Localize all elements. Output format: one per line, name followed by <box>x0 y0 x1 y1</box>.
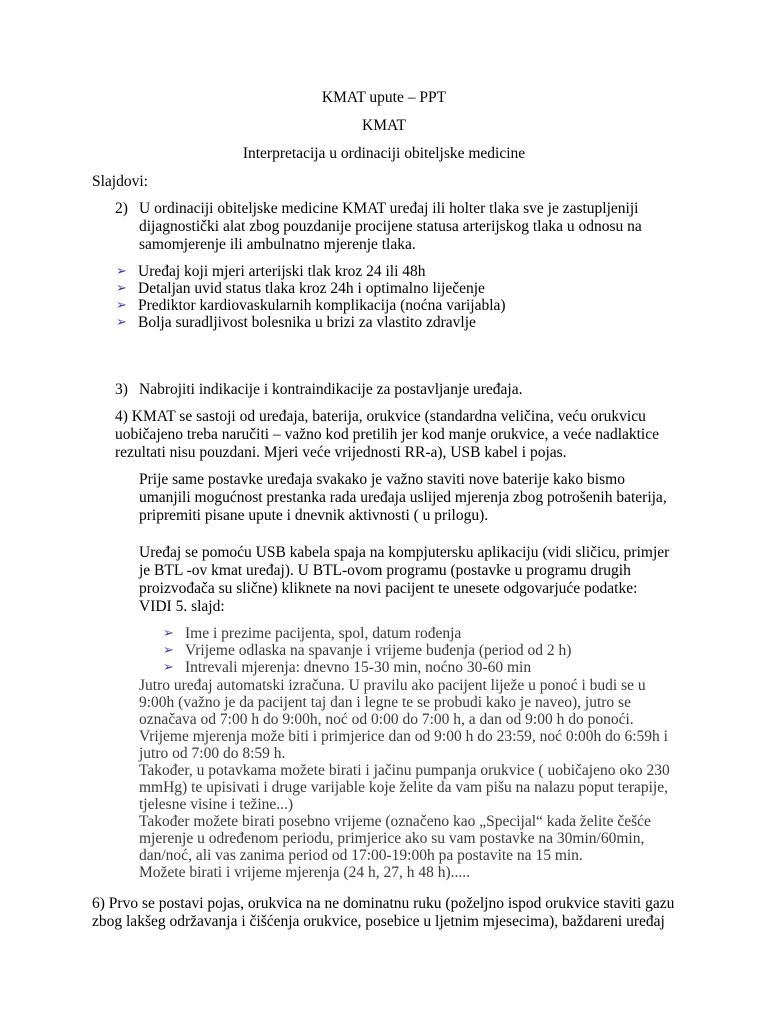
arrow-bullet-icon: ➢ <box>163 643 174 658</box>
paragraph-1-line-3: pripremiti pisane upute i dnevnik aktivnosti ( u prilogu). <box>139 507 489 524</box>
paragraph-1-line-1: Prije same postavke uređaja svakako je važno staviti nove baterije kako bismo <box>139 471 625 488</box>
slide-6-line-1: 6) Prvo se postavi pojas, orukvica na ne dominatnu ruku (poželjno ispod orukvice staviti gazu <box>92 895 675 912</box>
slide-2-bullet: ➢ Uređaj koji mjeri arterijski tlak kroz 24 ili 48h <box>116 263 426 280</box>
paragraph-3-line: Vrijeme mjerenja može biti i primjerice dan od 9:00 h do 23:59, noć 0:00h do 6:59h i <box>139 728 668 745</box>
slide-3-text: Nabrojiti indikacije i kontraindikacije za postavljanje uređaja. <box>139 381 523 398</box>
arrow-bullet-icon: ➢ <box>116 281 127 296</box>
slide-2-line-3: samomjerenje ili ambulnatno mjerenje tlaka. <box>139 236 416 253</box>
slide-2-bullet: ➢ Detaljan uvid status tlaka kroz 24h i optimalno liječenje <box>116 280 485 297</box>
slide-6-line-2: zbog lakšeg održavanja i čišćenja orukvice, posebice u ljetnim mjesecima), baždareni uređaj <box>92 913 665 930</box>
settings-bullet: ➢ Ime i prezime pacijenta, spol, datum rođenja <box>163 625 462 642</box>
document-subtitle: Interpretacija u ordinaciji obiteljske medicine <box>242 145 526 162</box>
slide-4-line-3: rezultati nisu pouzdani. Mjeri veće vrijednosti RR-a), USB kabel i pojas. <box>115 444 567 461</box>
arrow-bullet-icon: ➢ <box>116 264 127 279</box>
slide-2-line-1: U ordinaciji obiteljske medicine KMAT uređaj ili holter tlaka sve je zastupljeniji <box>139 200 639 217</box>
paragraph-3-line: mjerenje u određenom periodu, primjerice ako su vam postavke na 30min/60min, <box>139 830 645 847</box>
paragraph-2-line-1: Uređaj se pomoću USB kabela spaja na kompjutersku aplikaciju (vidi sličicu, primjer <box>139 544 670 561</box>
slides-label: Slajdovi: <box>92 173 148 190</box>
paragraph-3-line: označava od 7:00 h do 9:00h, noć od 0:00 do 7:00 h, a dan od 9:00 h do ponoći. <box>139 711 634 728</box>
slide-4-line-2: uobičajeno treba naručiti – važno kod pretilih jer kod manje orukvice, a veće nadlaktice <box>115 426 659 443</box>
slide-4-line-1: 4) KMAT se sastoji od uređaja, baterija, orukvice (standardna veličina, veću orukvicu <box>115 408 646 425</box>
arrow-bullet-icon: ➢ <box>116 315 127 330</box>
arrow-bullet-icon: ➢ <box>116 298 127 313</box>
slide-2-line-2: dijagnostički alat zbog pouzdanije procijene statusa arterijskog tlaka u odnosu na <box>139 218 642 235</box>
paragraph-3-line: jutro od 7:00 do 8:59 h. <box>139 745 286 762</box>
paragraph-3-line: tjelesne visine i težine...) <box>139 796 294 813</box>
paragraph-3-line: dan/noć, ali vas zanima period od 17:00-19:00h pa postavite na 15 min. <box>139 847 583 864</box>
paragraph-2-line-4: VIDI 5. slajd: <box>139 598 225 615</box>
paragraph-3-line: 9:00h (važno je da pacijent taj dan i legne te se probudi kako je naveo), jutro se <box>139 694 631 711</box>
slide-3-number: 3) <box>115 381 128 398</box>
settings-bullet: ➢ Vrijeme odlaska na spavanje i vrijeme buđenja (period od 2 h) <box>163 642 572 659</box>
slide-2-bullet: ➢ Prediktor kardiovaskularnih komplikacija (noćna varijabla) <box>116 297 506 314</box>
paragraph-3-line: mmHg) te upisivati i druge varijable koje želite da vam pišu na nalazu poput terapije, <box>139 779 668 796</box>
paragraph-3-line: Možete birati i vrijeme mjerenja (24 h, 27, h 48 h)..... <box>139 864 471 881</box>
paragraph-2-line-3: proizvođača su slične) kliknete na novi pacijent te unesete odgovarjuće podatke: <box>139 580 638 597</box>
settings-bullet: ➢ Intrevali mjerenja: dnevno 15-30 min, noćno 30-60 min <box>163 659 532 676</box>
paragraph-1-line-2: umanjili mogućnost prestanka rada uređaja uslijed mjerenja zbog potrošenih baterija, <box>139 489 667 506</box>
paragraph-2-line-2: je BTL -ov kmat uređaj). U BTL-ovom programu (postavke u programu drugih <box>139 562 631 579</box>
document-subtitle-kmat: KMAT <box>362 117 406 134</box>
arrow-bullet-icon: ➢ <box>163 626 174 641</box>
document-title: KMAT upute – PPT <box>321 89 447 106</box>
paragraph-3-line: Također, u potavkama možete birati i jačinu pumpanja orukvice ( uobičajeno oko 230 <box>139 762 670 779</box>
slide-2-bullet: ➢ Bolja suradljivost bolesnika u brizi za vlastito zdravlje <box>116 314 476 331</box>
paragraph-3-line: Jutro uređaj automatski izračuna. U pravilu ako pacijent liježe u ponoć i budi se u <box>139 677 646 694</box>
paragraph-3-line: Također možete birati posebno vrijeme (označeno kao „Specijal“ kada želite češće <box>139 813 651 830</box>
slide-2-number: 2) <box>115 200 128 217</box>
arrow-bullet-icon: ➢ <box>163 660 174 675</box>
